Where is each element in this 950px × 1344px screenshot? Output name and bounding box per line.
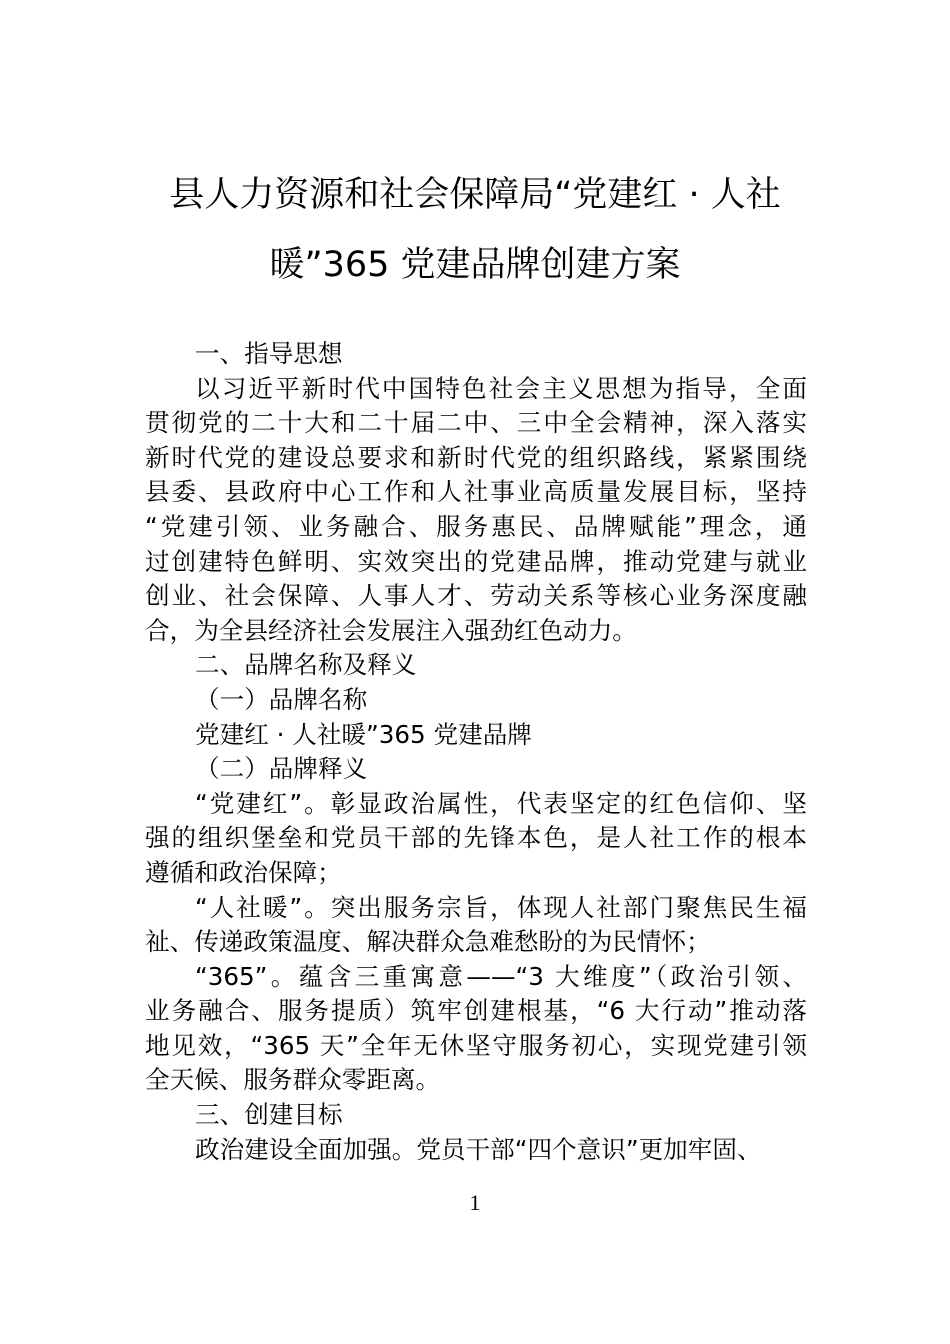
paragraph-line: 以习近平新时代中国特色社会主义思想为指导，全面: [195, 373, 807, 403]
paragraph-line: 强的组织堡垒和党员干部的先锋本色，是人社工作的根本: [145, 823, 807, 853]
paragraph-line: 政治建设全面加强。党员干部“四个意识”更加牢固、: [195, 1134, 762, 1164]
paragraph-line: 新时代党的建设总要求和新时代党的组织路线，紧紧围绕: [145, 442, 807, 472]
paragraph-line: 过创建特色鲜明、实效突出的党建品牌，推动党建与就业: [145, 546, 807, 576]
paragraph-line: 地见效，“365 天”全年无休坚守服务初心，实现党建引领: [145, 1030, 807, 1060]
section-heading-guiding-ideology: 一、指导思想: [195, 339, 343, 368]
paragraph-line: 创业、社会保障、人事人才、劳动关系等核心业务深度融: [145, 581, 807, 611]
document-title-line-2: 暖”365 党建品牌创建方案: [269, 245, 681, 285]
page-number: 1: [469, 1190, 481, 1215]
paragraph-line: 合，为全县经济社会发展注入强劲红色动力。: [145, 615, 637, 645]
paragraph-line: “365”。蕴含三重寓意——“3 大维度”（政治引领、: [195, 961, 807, 991]
paragraph-line: 贯彻党的二十大和二十届二中、三中全会精神，深入落实: [145, 408, 807, 438]
subheading-brand-meaning: （二）品牌释义: [195, 754, 368, 784]
paragraph-line: 祉、传递政策温度、解决群众急难愁盼的为民情怀；: [145, 927, 711, 957]
paragraph-line: 遵循和政治保障；: [145, 857, 342, 887]
section-heading-brand-name-meaning: 二、品牌名称及释义: [195, 650, 417, 680]
paragraph-line: 县委、县政府中心工作和人社事业高质量发展目标，坚持: [145, 477, 807, 507]
document-title-line-1: 县人力资源和社会保障局“党建红 · 人社: [169, 175, 781, 215]
subheading-brand-name: （一）品牌名称: [195, 684, 368, 714]
paragraph-line: 业务融合、服务提质）筑牢创建根基，“6 大行动”推动落: [145, 996, 807, 1026]
document-body: [145, 337, 807, 1167]
paragraph-line: “人社暖”。突出服务宗旨，体现人社部门聚焦民生福: [195, 892, 807, 922]
paragraph-line: “党建红”。彰显政治属性，代表坚定的红色信仰、坚: [195, 788, 807, 818]
paragraph-line: “党建引领、业务融合、服务惠民、品牌赋能”理念，通: [145, 511, 807, 541]
paragraph-line: 全天候、服务群众零距离。: [145, 1065, 441, 1095]
brand-name-text: 党建红 · 人社暖”365 党建品牌: [195, 719, 532, 749]
section-heading-creation-goals: 三、创建目标: [195, 1100, 343, 1130]
